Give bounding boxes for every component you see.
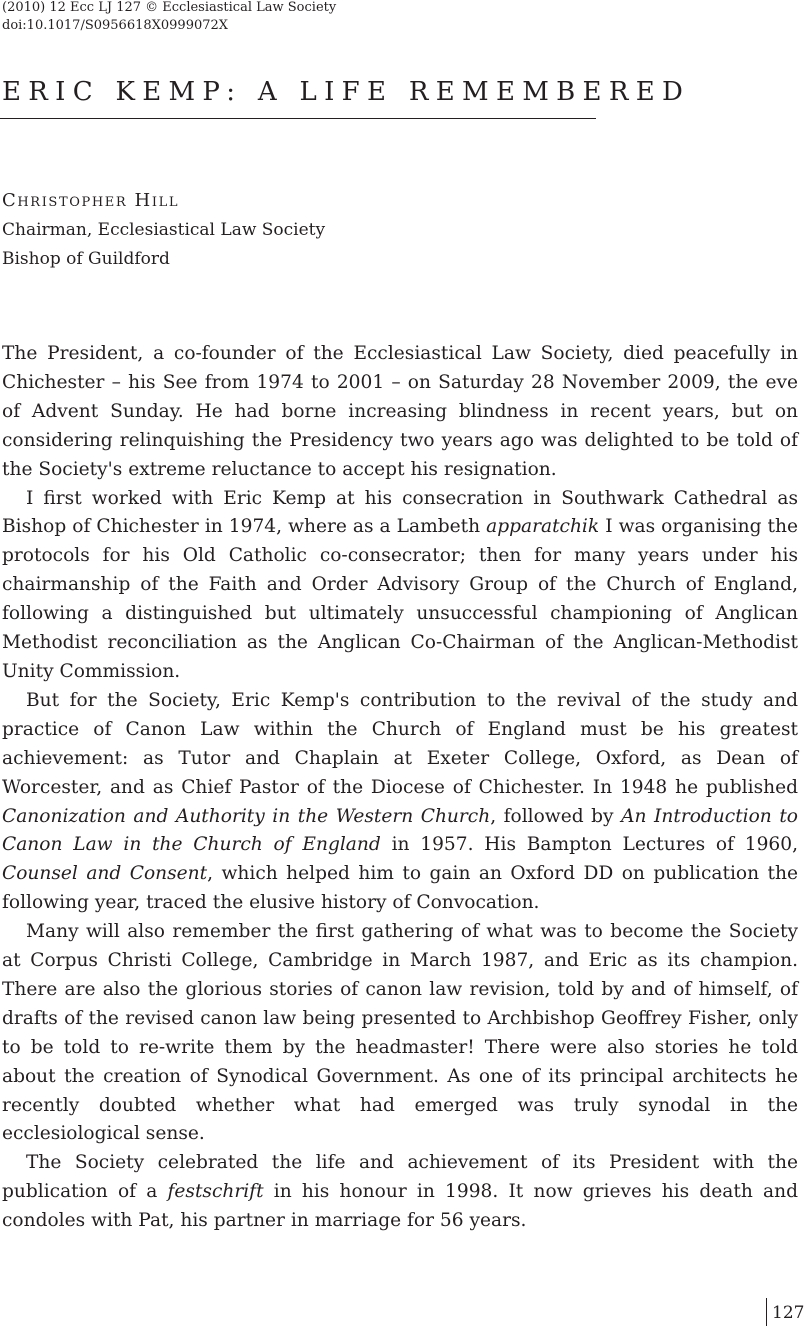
page-number-divider: [766, 1298, 767, 1326]
author-affiliation-1: Chairman, Ecclesiastical Law Society: [2, 220, 326, 240]
article-body: [2, 340, 798, 1236]
paragraph-4: Many will also remember the first gathering of what was to become the Society at Corpus Christi College, Cambridge in March 1987, and Eric as its champion. There are also the glorious stories of canon law revision, told by and of himself, of drafts of the revised canon law being presented to Archbishop Geoffrey Fisher, only to be told to re-write them by the headmaster! There were also stories he told about the creation of Synodical Government. As one of its principal architects he recently doubted whether what had emerged was truly synodal in the ecclesiological sense.: [2, 921, 798, 1145]
paragraph-5: The Society celebrated the life and achievement of its President with the publication of a festschrift in his honour in 1998. It now grieves his death and condoles with Pat, his partner in marriage for 56 years.: [2, 1152, 798, 1232]
paragraph-2: I first worked with Eric Kemp at his consecration in Southwark Cathedral as Bishop of Chichester in 1974, where as a Lambeth apparatchik I was organising the protocols for his Old Catholic co-consecrator; then for many years under his chairmanship of the Faith and Order Advisory Group of the Church of England, following a distinguished but ultimately unsuccessful championing of Anglican Methodist reconciliation as the Anglican Co-Chairman of the Anglican-Methodist Unity Commission.: [2, 487, 798, 682]
journal-citation: (2010) 12 Ecc LJ 127 © Ecclesiastical Law Society: [2, 0, 337, 15]
article-title: ERIC KEMP: A LIFE REMEMBERED: [2, 77, 691, 107]
title-divider: [0, 118, 596, 119]
author-affiliation-2: Bishop of Guildford: [2, 249, 170, 269]
paragraph-3: But for the Society, Eric Kemp's contribution to the revival of the study and practice of Canon Law within the Church of England must be his greatest achievement: as Tutor and Chaplain at Exeter College, Oxford, as Dean of Worcester, and as Chief Pastor of the Diocese of Chichester. In 1948 he published Canonization and Authority in the Western Church, followed by An Introduction to Canon Law in the Church of England in 1957. His Bampton Lectures of 1960, Counsel and Consent, which helped him to gain an Oxford DD on publication the following year, traced the elusive history of Convocation.: [2, 689, 798, 914]
doi-line: doi:10.1017/S0956618X0999072X: [2, 18, 229, 33]
paragraph-1: The President, a co-founder of the Ecclesiastical Law Society, died peacefully in Chichester – his See from 1974 to 2001 – on Saturday 28 November 2009, the eve of Advent Sunday. He had borne increasing blindness in recent years, but on considering relinquishing the Presidency two years ago was delighted to be told of the Society's extreme reluctance to accept his resignation.: [2, 343, 798, 480]
author-name: Christopher Hill: [2, 190, 180, 211]
page-number: 127: [772, 1303, 804, 1323]
